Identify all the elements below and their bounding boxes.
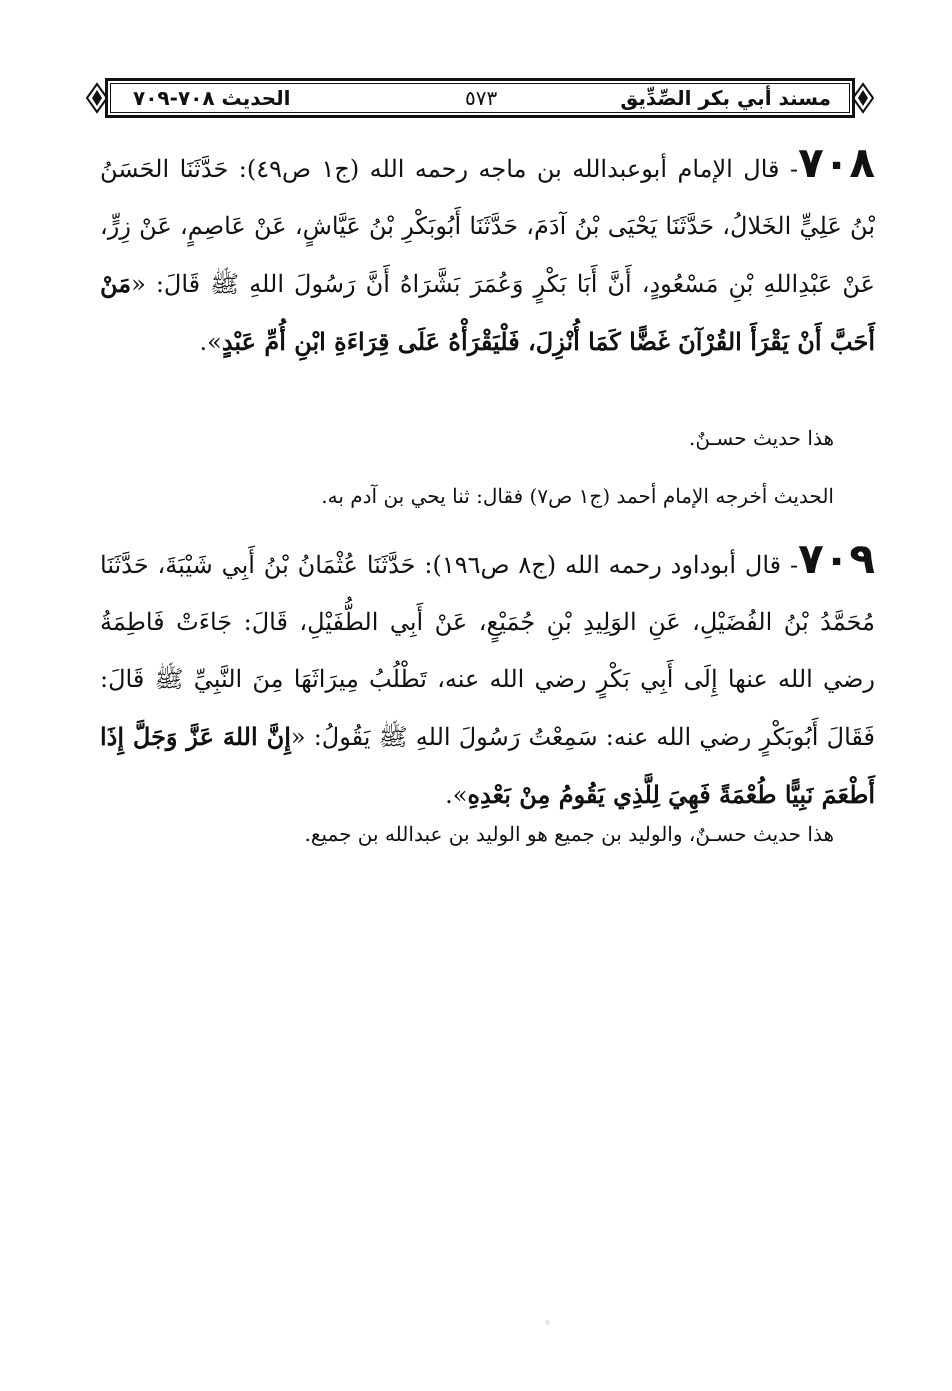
hadith-708-takhrij: الحديث أخرجه الإمام أحمد (ج١ ص٧) فقال: ثنا يحي بن آدم به.	[321, 484, 834, 508]
hadith-709-close: ».	[445, 781, 468, 809]
scan-dot	[545, 1320, 550, 1325]
hadith-708-number: ٧٠٨	[798, 138, 875, 187]
hadith-709-text	[100, 530, 875, 824]
book-title: مسند أبي بكر الصِّدِّيق	[620, 86, 831, 110]
ornament-icon	[851, 80, 875, 116]
hadith-708-close: ».	[199, 328, 222, 356]
hadith-708-isnad: - قال الإمام أبوعبدالله بن ماجه رحمه الله (ج١ ص٤٩): حَدَّثَنَا الحَسَنُ بْنُ عَلِيٍّ الخَلالُ، حَدَّثَنَا يَحْيَى بْنُ آدَمَ، حَدَّثَنَا أَبُوبَكْرِ بْنُ عَيَّاشٍ، عَنْ عَاصِمٍ، عَنْ زِرٍّ، عَنْ عَبْدِاللهِ بْنِ مَسْعُودٍ، أَنَّ أَبَا بَكْرٍ وَعُمَرَ بَشَّرَاهُ أَنَّ رَسُولَ اللهِ ﷺ قَالَ: «	[100, 155, 875, 298]
page-number: ٥٧٣	[465, 86, 498, 110]
hadith-range: الحديث ٧٠٨-٧٠٩	[133, 86, 291, 110]
page-header	[85, 78, 875, 122]
hadith-708-grade: هذا حديث حسـنٌ.	[688, 426, 834, 450]
hadith-709-grade: هذا حديث حسـنٌ، والوليد بن جميع هو الوليد بن عبدالله بن جميع.	[304, 822, 834, 846]
hadith-709-isnad: - قال أبوداود رحمه الله (ج٨ ص١٩٦): حَدَّثَنَا عُثْمَانُ بْنُ أَبِي شَيْبَةَ، حَدَّثَنَا مُحَمَّدُ بْنُ الفُضَيْلِ، عَنِ الوَلِيدِ بْنِ جُمَيْعٍ، عَنْ أَبِي الطُّفَيْلِ، قَالَ: جَاءَتْ فَاطِمَةُ رضي الله عنها إِلَى أَبِي بَكْرٍ رضي الله عنه، تَطْلُبُ مِيرَاثَهَا مِنَ النَّبِيِّ ﷺ قَالَ: فَقَالَ أَبُوبَكْرٍ رضي الله عنه: سَمِعْتُ رَسُولَ اللهِ ﷺ يَقُولُ: «	[100, 551, 875, 751]
hadith-708-matn: مَنْ أَحَبَّ أَنْ يَقْرَأَ القُرْآنَ غَضًّا كَمَا أُنْزِلَ، فَلْيَقْرَأْهُ عَلَى قِرَاءَةِ ابْنِ أُمِّ عَبْدٍ	[100, 269, 875, 356]
hadith-709-matn: إِنَّ اللهَ عَزَّ وَجَلَّ إِذَا أَطْعَمَ نَبِيًّا طُعْمَةً فَهِيَ لِلَّذِي يَقُومُ مِنْ بَعْدِهِ	[100, 722, 875, 809]
hadith-709-number: ٧٠٩	[798, 534, 875, 583]
hadith-708-text	[100, 134, 875, 371]
